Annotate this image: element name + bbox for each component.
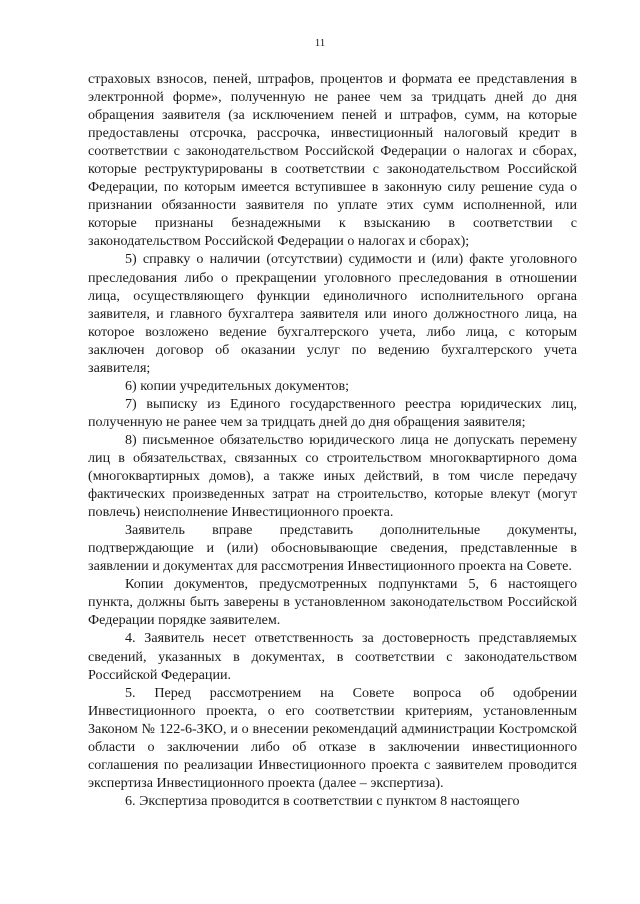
paragraph-section-4: 4. Заявитель несет ответственность за достоверность представляемых сведений, указанных в документах, в соответствии с законодательством Российской Федерации. bbox=[88, 630, 577, 683]
paragraph-additional-documents: Заявитель вправе представить дополнительные документы, подтверждающие и (или) обосновывающие сведения, представленные в заявлении и документах для рассмотрения Инвестиционного проекта на Совете. bbox=[88, 522, 577, 575]
paragraph-section-6: 6. Экспертиза проводится в соответствии с пунктом 8 настоящего bbox=[125, 792, 520, 809]
document-body bbox=[88, 70, 577, 810]
paragraph-item-8: 8) письменное обязательство юридического лица не допускать перемену лиц в обязательствах, связанных со строительством многоквартирного дома (многоквартирных домов), а также иных действий, в том числе передачу фактических произведенных затрат на строительство, которые влекут (могут повлечь) неисполнение Инвестиционного проекта. bbox=[88, 431, 577, 521]
paragraph-continuation: страховых взносов, пеней, штрафов, процентов и формата ее представления в электронной форме», полученную не ранее чем за тридцать дней до дня обращения заявителя (за исключением пеней и штрафов, сумм, на которые предоставлены отсрочка, рассрочка, инвестиционный налоговый кредит в соответствии с законодательством Российской Федерации о налогах и сборах, которые реструктурированы в соответствии с законодательством Российской Федерации, по которым имеется вступившее в законную силу решение суда о признании обязанности заявителя по уплате этих сумм исполненной, или которые признаны безнадежными к взысканию в соответствии с законодательством Российской Федерации о налогах и сборах); bbox=[88, 71, 577, 250]
paragraph-section-5: 5. Перед рассмотрением на Совете вопроса об одобрении Инвестиционного проекта, о его соответствии критериям, установленным Законом № 122-6-ЗКО, и о внесении рекомендаций администрации Костромской области о заключении либо об отказе в заключении инвестиционного соглашения по реализации Инвестиционного проекта с заявителем проводится экспертиза Инвестиционного проекта (далее – экспертиза). bbox=[88, 684, 577, 791]
paragraph-item-7: 7) выписку из Единого государственного реестра юридических лиц, полученную не ранее чем за тридцать дней до дня обращения заявителя; bbox=[88, 395, 577, 430]
paragraph-item-5: 5) справку о наличии (отсутствии) судимости и (или) факте уголовного преследования либо о прекращении уголовного преследования в отношении лица, осуществляющего функции единоличного исполнительного органа заявителя, и главного бухгалтера заявителя или иного должностного лица, на которое возложено ведение бухгалтерского учета, либо лица, с которым заключен договор об оказании услуг по ведению бухгалтерского учета заявителя; bbox=[88, 251, 577, 376]
page-number: 11 bbox=[314, 37, 326, 49]
paragraph-item-6: 6) копии учредительных документов; bbox=[125, 377, 350, 394]
paragraph-document-copies: Копии документов, предусмотренных подпунктами 5, 6 настоящего пункта, должны быть заверены в установленном законодательством Российской Федерации порядке заявителем. bbox=[88, 576, 577, 629]
